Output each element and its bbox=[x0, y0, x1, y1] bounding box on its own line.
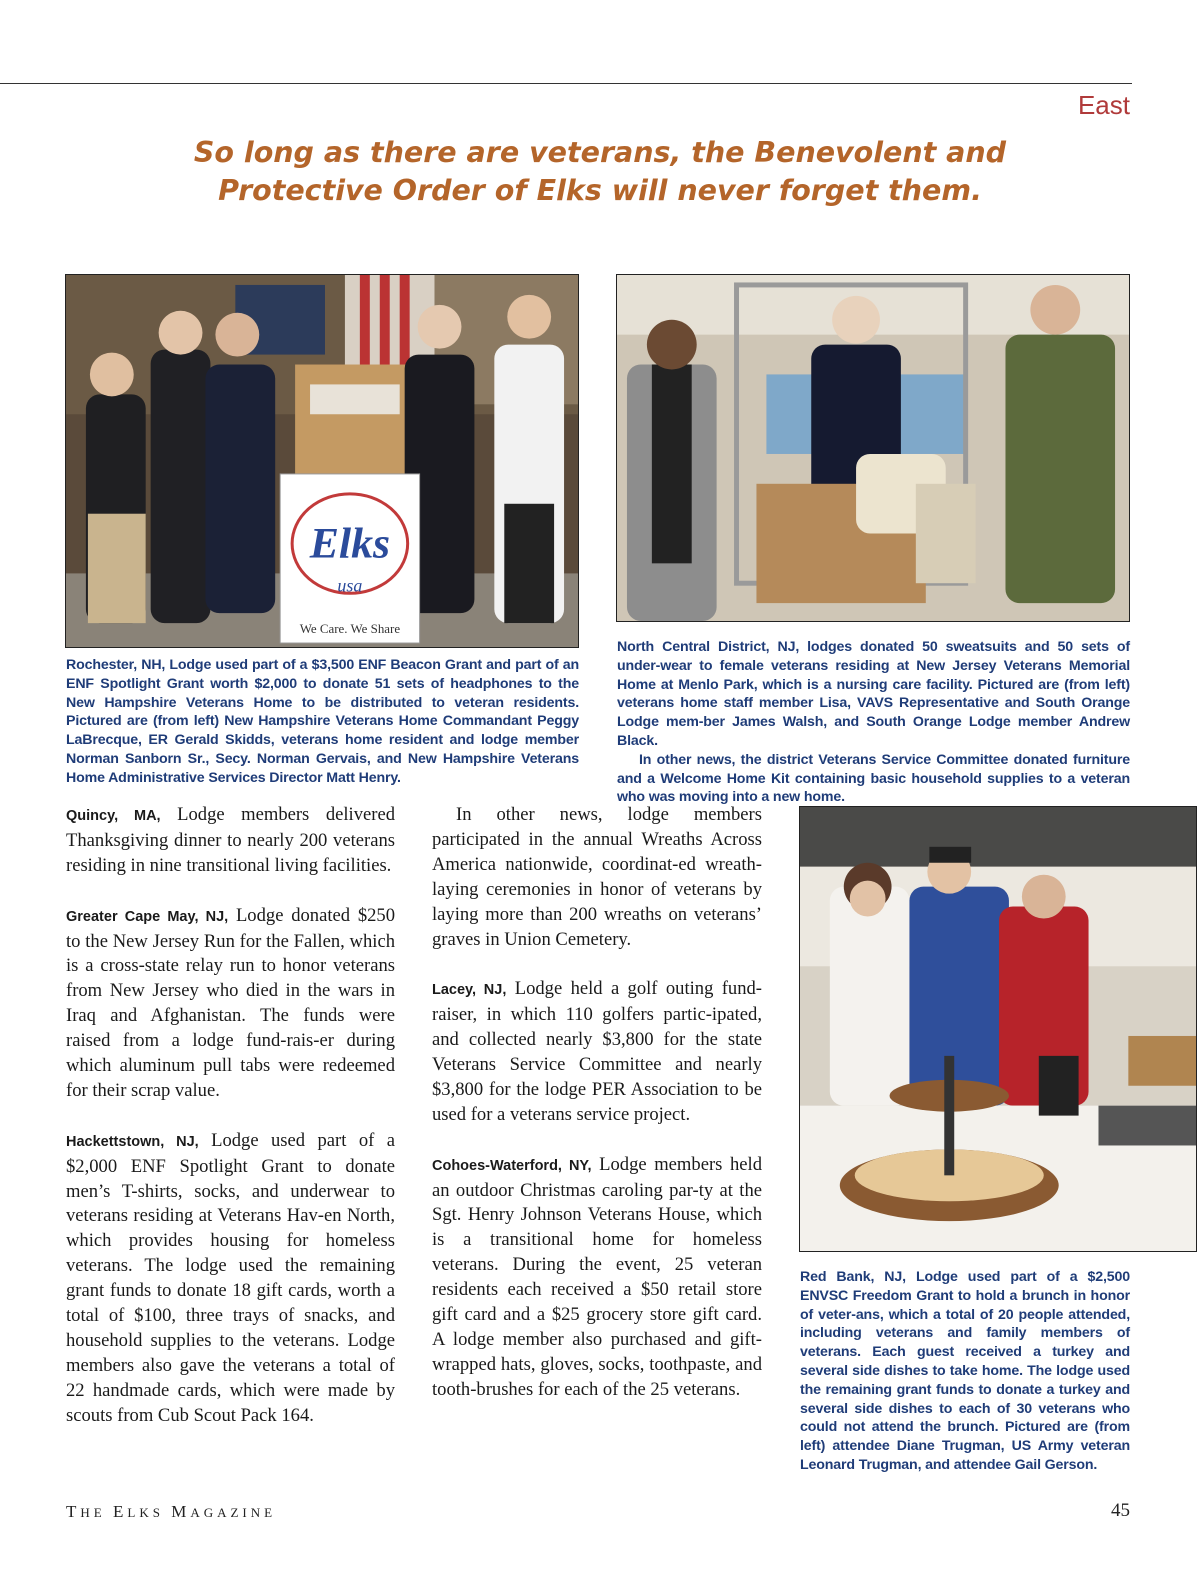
section-label: East bbox=[1077, 90, 1130, 120]
article-text: Lodge held a golf outing fund-raiser, in which 110 golfers partic-ipated, and collected nearly $3,800 for the state Veterans Service Committee and nearly $3,800 for the lodge PER Association to be used for a veterans service project. bbox=[432, 978, 762, 1125]
article-text: Lodge members delivered Thanksgiving dinner to nearly 200 veterans residing in nine transitional living facilities. bbox=[66, 804, 395, 876]
magazine-title: THE ELKS MAGAZINE bbox=[66, 1502, 277, 1521]
page-number: 45 bbox=[1111, 1500, 1130, 1521]
caption-body: lodges donated 50 sweatsuits and 50 sets of under-wear to female veterans residing at New Jersey Veterans Memorial Home at Menlo Park, which is a nursing care facility. Pictured are (from left) veterans home staff member Lisa, VAVS Representative and South Orange Lodge mem-ber James Walsh, and South Orange Lodge member Andrew Black. bbox=[617, 639, 1130, 749]
photo-north-central bbox=[616, 274, 1130, 622]
headline-line-2: Protective Order of Elks will never forget them. bbox=[218, 174, 982, 207]
caption-body: Lodge used part of a $3,500 ENF Beacon Grant and part of an ENF Spotlight Grant worth $2,000 to donate 51 sets of headphones to the New Hampshire Veterans Home to be distributed to veteran residents. Pictured are (from left) New Hampshire Veterans Home Commandant Peggy LaBrecque, ER Gerald Skidds, veterans home resident and lodge member Norman Sanborn Sr., Secy. Norman Gervais, and New Hampshire Veterans Home Administrative Services Director Matt Henry. bbox=[66, 657, 579, 786]
article-text: Lodge members held an outdoor Christmas caroling par-ty at the Sgt. Henry Johnson Veterans House, which is a transitional home for homeless veterans. During the event, 25 veteran residents each received a $50 retail store gift card and a $25 grocery store gift card. A lodge member also purchased and gift-wrapped hats, gloves, socks, toothpaste, and tooth-brushes for each of the 25 veterans. bbox=[432, 1153, 762, 1400]
article-lead: Lacey, NJ, bbox=[432, 982, 507, 999]
article-item bbox=[66, 803, 395, 879]
article-item bbox=[66, 1129, 395, 1429]
article-column-2 bbox=[432, 803, 762, 1403]
article-item bbox=[432, 977, 762, 1127]
headline-quote bbox=[150, 134, 1050, 210]
article-lead: Cohoes-Waterford, NY, bbox=[432, 1157, 592, 1174]
caption-north-central bbox=[617, 638, 1130, 807]
caption-lead: Rochester, NH, bbox=[66, 657, 166, 673]
caption-red-bank bbox=[800, 1268, 1130, 1475]
article-continuation: In other news, lodge members participated in the annual Wreaths Across America nationwide, coordinat-ed wreath-laying ceremonies in honor of veterans by laying more than 200 wreaths on veterans’ graves in Union Cemetery. bbox=[432, 804, 762, 950]
article-item bbox=[432, 1153, 762, 1403]
article-text: Lodge used part of a $2,000 ENF Spotlight Grant to donate men’s T-shirts, socks, and underwear to veterans residing at Veterans Hav-en North, which provides housing for homeless veterans. The lodge used the remaining grant funds to donate 18 gift cards, worth a total of $100, three trays of snacks, and household supplies to the veterans. Lodge members also gave the veterans a total of 22 handmade cards, which were made by scouts from Cub Scout Pack 164. bbox=[66, 1129, 395, 1426]
article-item bbox=[66, 904, 395, 1104]
article-text: Lodge donated $250 to the New Jersey Run for the Fallen, which is a cross-state relay run to honor veterans from New Jersey who died in the wars in Iraq and Afghanistan. The funds were raised from a lodge fund-rais-er during which aluminum pull tabs were redeemed for their scrap value. bbox=[66, 904, 396, 1101]
caption-body: Lodge used part of a $2,500 ENVSC Freedom Grant to hold a brunch in honor of veter-ans, which a total of 20 people attended, including veterans and family members of veterans. Each guest received a turkey and several side dishes to take home. The lodge used the remaining grant funds to donate a turkey and several side dishes to each of 30 veterans who could not attend the brunch. Pictured are (from left) attendee Diane Trugman, US Army veteran Leonard Trugman, and attendee Gail Gerson. bbox=[800, 1269, 1130, 1473]
article-lead: Quincy, MA, bbox=[66, 808, 161, 824]
article-lead: Greater Cape May, NJ, bbox=[66, 908, 229, 925]
sign-tagline: We Care. We Share bbox=[299, 621, 401, 637]
caption-lead: Red Bank, NJ, bbox=[800, 1269, 906, 1285]
caption-paragraph-2: In other news, the district Veterans Service Committee donated furniture and a Welcome Home Kit containing basic household supplies to a veteran who was moving into a new home. bbox=[617, 751, 1130, 806]
top-rule bbox=[0, 83, 1132, 84]
sign-sub-text: usa bbox=[337, 575, 363, 596]
sign-logo-text: Elks bbox=[309, 519, 391, 568]
photo-red-bank bbox=[799, 806, 1197, 1252]
photo-rochester bbox=[65, 274, 579, 648]
article-lead: Hackettstown, NJ, bbox=[66, 1133, 199, 1150]
article-column-1 bbox=[66, 803, 395, 1429]
headline-line-1: So long as there are veterans, the Benevolent and bbox=[193, 136, 1007, 169]
caption-lead: North Central District, NJ, bbox=[617, 639, 800, 655]
caption-rochester bbox=[66, 656, 579, 788]
